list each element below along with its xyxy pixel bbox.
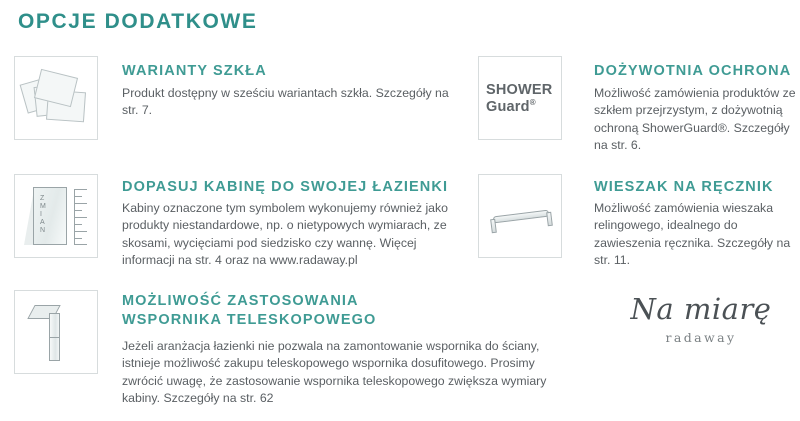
block-title-warianty-szkla: WARIANTY SZKŁA — [122, 63, 267, 79]
logo-sub-text: radaway — [665, 330, 737, 345]
page-title: OPCJE DODATKOWE — [18, 10, 258, 33]
block-title-dopasuj-kabine: DOPASUJ KABINĘ DO SWOJEJ ŁAZIENKI — [122, 179, 449, 195]
brand-logo — [612, 292, 790, 345]
block-text-dozywotnia-ochrona: Możliwość zamówienia produktów ze szkłem przejrzystym, z dożywotnią ochroną ShowerGuard®. Szczegóły na str. 6. — [594, 86, 796, 152]
block-text-wspornik-teleskopowy: Jeżeli aranżacja łazienki nie pozwala na zamontowanie wspornika do ściany, istnieje możliwość zakupu teleskopowego wspornika dosufitowego. Prosimy zwrócić uwagę, że zastosowanie wspornika teleskopowego zwiększa wymiary kabiny. Szczegóły na str. 62 — [122, 339, 547, 405]
block-text-warianty-szkla: Produkt dostępny w sześciu wariantach szkła. Szczegóły na str. 7. — [122, 86, 449, 118]
block-title-wspornik-teleskopowy — [122, 292, 552, 330]
block-title-line2: WSPORNIKA TELESKOPOWEGO — [122, 312, 377, 328]
block-text-dopasuj-kabine: Kabiny oznaczone tym symbolem wykonujemy również jako produkty niestandardowe, np. o nietypowych wymiarach, ze skosami, wycięciami pod siedzisko czy wannę. Więcej informacji na str. 4 oraz na www.radaway.pl — [122, 201, 449, 267]
block-title-line1: MOŻLIWOŚĆ ZASTOSOWANIA — [122, 293, 359, 309]
logo-main-text: Na miarę — [630, 292, 772, 326]
showerguard-line1: SHOWER — [486, 81, 553, 98]
block-text-wieszak-na-recznik: Możliwość zamówienia wieszaka relingowego, idealnego do zawieszenia ręcznika. Szczegóły na str. 11. — [594, 201, 791, 267]
block-title-dozywotnia-ochrona: DOŻYWOTNIA OCHRONA — [594, 63, 792, 79]
registered-mark-icon: ® — [529, 97, 536, 107]
towel-rail-icon — [478, 174, 562, 258]
showerguard-line2: Guard® — [486, 97, 536, 115]
block-title-wieszak-na-recznik: WIESZAK NA RĘCZNIK — [594, 179, 774, 195]
telescopic-support-icon — [14, 290, 98, 374]
shower-cabin-measure-icon — [14, 174, 98, 258]
glass-sheets-icon — [14, 56, 98, 140]
cabin-icon-letters: Z M I A N — [40, 195, 47, 234]
showerguard-logo-icon — [478, 56, 562, 140]
ruler-icon — [74, 189, 87, 245]
